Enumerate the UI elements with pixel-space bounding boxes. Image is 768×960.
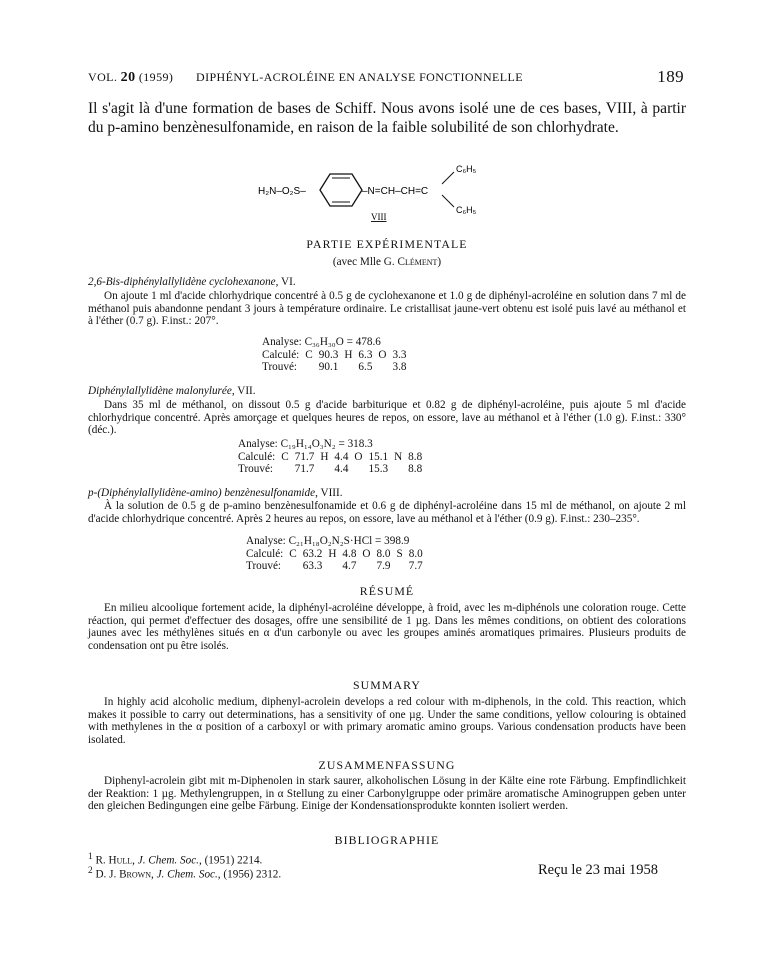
table-row: Trouvé: 90.1 6.5 3.8 bbox=[262, 360, 407, 373]
running-title: DIPHÉNYL-ACROLÉINE EN ANALYSE FONCTIONNELLE bbox=[196, 70, 523, 84]
experimental-heading: PARTIE EXPÉRIMENTALE bbox=[306, 237, 468, 251]
resume-heading: RÉSUMÉ bbox=[359, 584, 415, 598]
compound-vi-analysis bbox=[262, 336, 406, 373]
table-row: Trouvé: 71.7 4.4 15.3 8.8 bbox=[238, 462, 423, 475]
reference-2: $^2$ D. J. Brown, J. Chem. Soc., (1956) 2312. bbox=[88, 866, 282, 881]
table-row: Calculé: C 63.2 H 4.8 O 8.0 S 8.0 bbox=[246, 547, 423, 560]
compound-viii-title: p-(Diphénylallylidène-amino) benzènesulfonamide, VIII. bbox=[88, 487, 343, 499]
volume-info: VOL. 20 (1959) bbox=[88, 70, 174, 85]
compound-vii-title: Diphénylallylidène malonylurée, VII. bbox=[88, 385, 256, 397]
table-row: Calculé: C 90.3 H 6.3 O 3.3 bbox=[262, 348, 407, 361]
intro-paragraph: Il s'agit là d'une formation de bases de Schiff. Nous avons isolé une de ces bases, VIII, à partir du p-amino benzènesulfonamide, en raison de la faible solubilité de son chlorhydrate. bbox=[88, 100, 686, 136]
structure-phenyl-bottom: C₆H₅ bbox=[456, 205, 477, 215]
zusammenfassung-heading: ZUSAMMENFASSUNG bbox=[318, 758, 456, 772]
compound-vii-text: Dans 35 ml de méthanol, on dissout 0.5 g d'acide barbiturique et 0.82 g de diphényl-acroléine, puis ajoute 5 ml d'acide chlorhydrique concentré. Après amorçage et quelques heures de repos, on essore, lave au méthanol et à l'éther (1.0 g). F.inst.: 330° (déc.). bbox=[88, 399, 686, 437]
structure-left-group: H₂N–O₂S– bbox=[258, 186, 306, 197]
collaborator-line: (avec Mlle G. Clément) bbox=[332, 256, 442, 268]
structure-label: VIII bbox=[371, 212, 387, 222]
structure-chain: –N=CH–CH=C bbox=[362, 186, 429, 197]
analysis-formula: Analyse: C₃₆H₃₀O = 478.6 bbox=[262, 336, 381, 348]
compound-viii-analysis bbox=[246, 535, 423, 572]
reference-1: $^1$ R. Hull, J. Chem. Soc., (1951) 2214. bbox=[88, 852, 263, 867]
compound-vi-text: On ajoute 1 ml d'acide chlorhydrique concentré à 0.5 g de cyclohexanone et 1.0 g de diphényl-acroléine en solution dans 7 ml de méthanol puis abandonne pendant 3 jours à température ordinaire. Le cristallisat jaune-vert obtenu est isolé puis lavé au méthanol et à l'éther (0.7 g). F.inst.: 207°. bbox=[88, 290, 686, 328]
chemical-structure-viii bbox=[258, 162, 518, 224]
page-number: 189 bbox=[657, 67, 684, 86]
table-row: Trouvé: 63.3 4.7 7.9 7.7 bbox=[246, 559, 423, 572]
resume-text: En milieu alcoolique fortement acide, la diphényl-acroléine développe, à froid, avec les m-diphénols une coloration rouge. Cette réaction, qui permet d'effectuer des dosages, offre une sensibilité de 1 µg. Dans les mêmes conditions, on obtient des colorations jaunes avec les méthylènes situés en α d'un carbonyle ou avec les groupes aminés aromatiques primaires. Plusieurs produits de condensation ont pu être isolés. bbox=[88, 602, 686, 652]
analysis-table bbox=[238, 451, 422, 475]
compound-vii-analysis bbox=[238, 438, 422, 475]
compound-viii-text: À la solution de 0.5 g de p-amino benzènesulfonamide et 0.6 g de diphényl-acroléine dans 15 ml de méthanol, on ajoute 2 ml d'acide chlorhydrique concentré. Après 2 heures au repos, on essore, lave au méthanol et à l'éther (0.9 g). F.inst.: 230–235°. bbox=[88, 500, 686, 525]
analysis-formula: Analyse: C₂₁H₁₈O₂N₂S·HCl = 398.9 bbox=[246, 535, 410, 547]
summary-text: In highly acid alcoholic medium, diphenyl-acrolein develops a red colour with m-diphenols, in the cold. This reaction, which makes it possible to carry out determinations, has a sensitivity of one µg. Under the same conditions, yellow colouring is obtained with methylenes in the α position of a carboxyl or with primary aromatic amino groups. Various condensation products have been isolated. bbox=[88, 696, 686, 746]
summary-heading: SUMMARY bbox=[352, 678, 421, 692]
analysis-formula: Analyse: C₁₉H₁₄O₃N₂ = 318.3 bbox=[238, 438, 373, 450]
running-header bbox=[88, 67, 684, 88]
zusammenfassung-text: Diphenyl-acrolein gibt mit m-Diphenolen in stark saurer, alkoholischen Lösung in der Kälte eine rote Färbung. Empfindlichkeit der Reaktion: 1 µg. Methylengruppen, in α Stellung zu einer Carbonylgruppe oder primäre aromatische Aminogruppen geben unter den gleichen Bedingungen eine gelbe Färbung. Einige der Kondensationsprodukte konnten isoliert werden. bbox=[88, 775, 686, 813]
table-row: Calculé: C 71.7 H 4.4 O 15.1 N 8.8 bbox=[238, 450, 423, 463]
bibliography-heading: BIBLIOGRAPHIE bbox=[334, 833, 440, 847]
analysis-table bbox=[262, 349, 406, 373]
analysis-table bbox=[246, 548, 423, 572]
structure-phenyl-top: C₆H₅ bbox=[456, 164, 477, 174]
received-date: Reçu le 23 mai 1958 bbox=[538, 862, 659, 878]
compound-vi-title: 2,6-Bis-diphénylallylidène cyclohexanone, VI. bbox=[88, 276, 296, 288]
